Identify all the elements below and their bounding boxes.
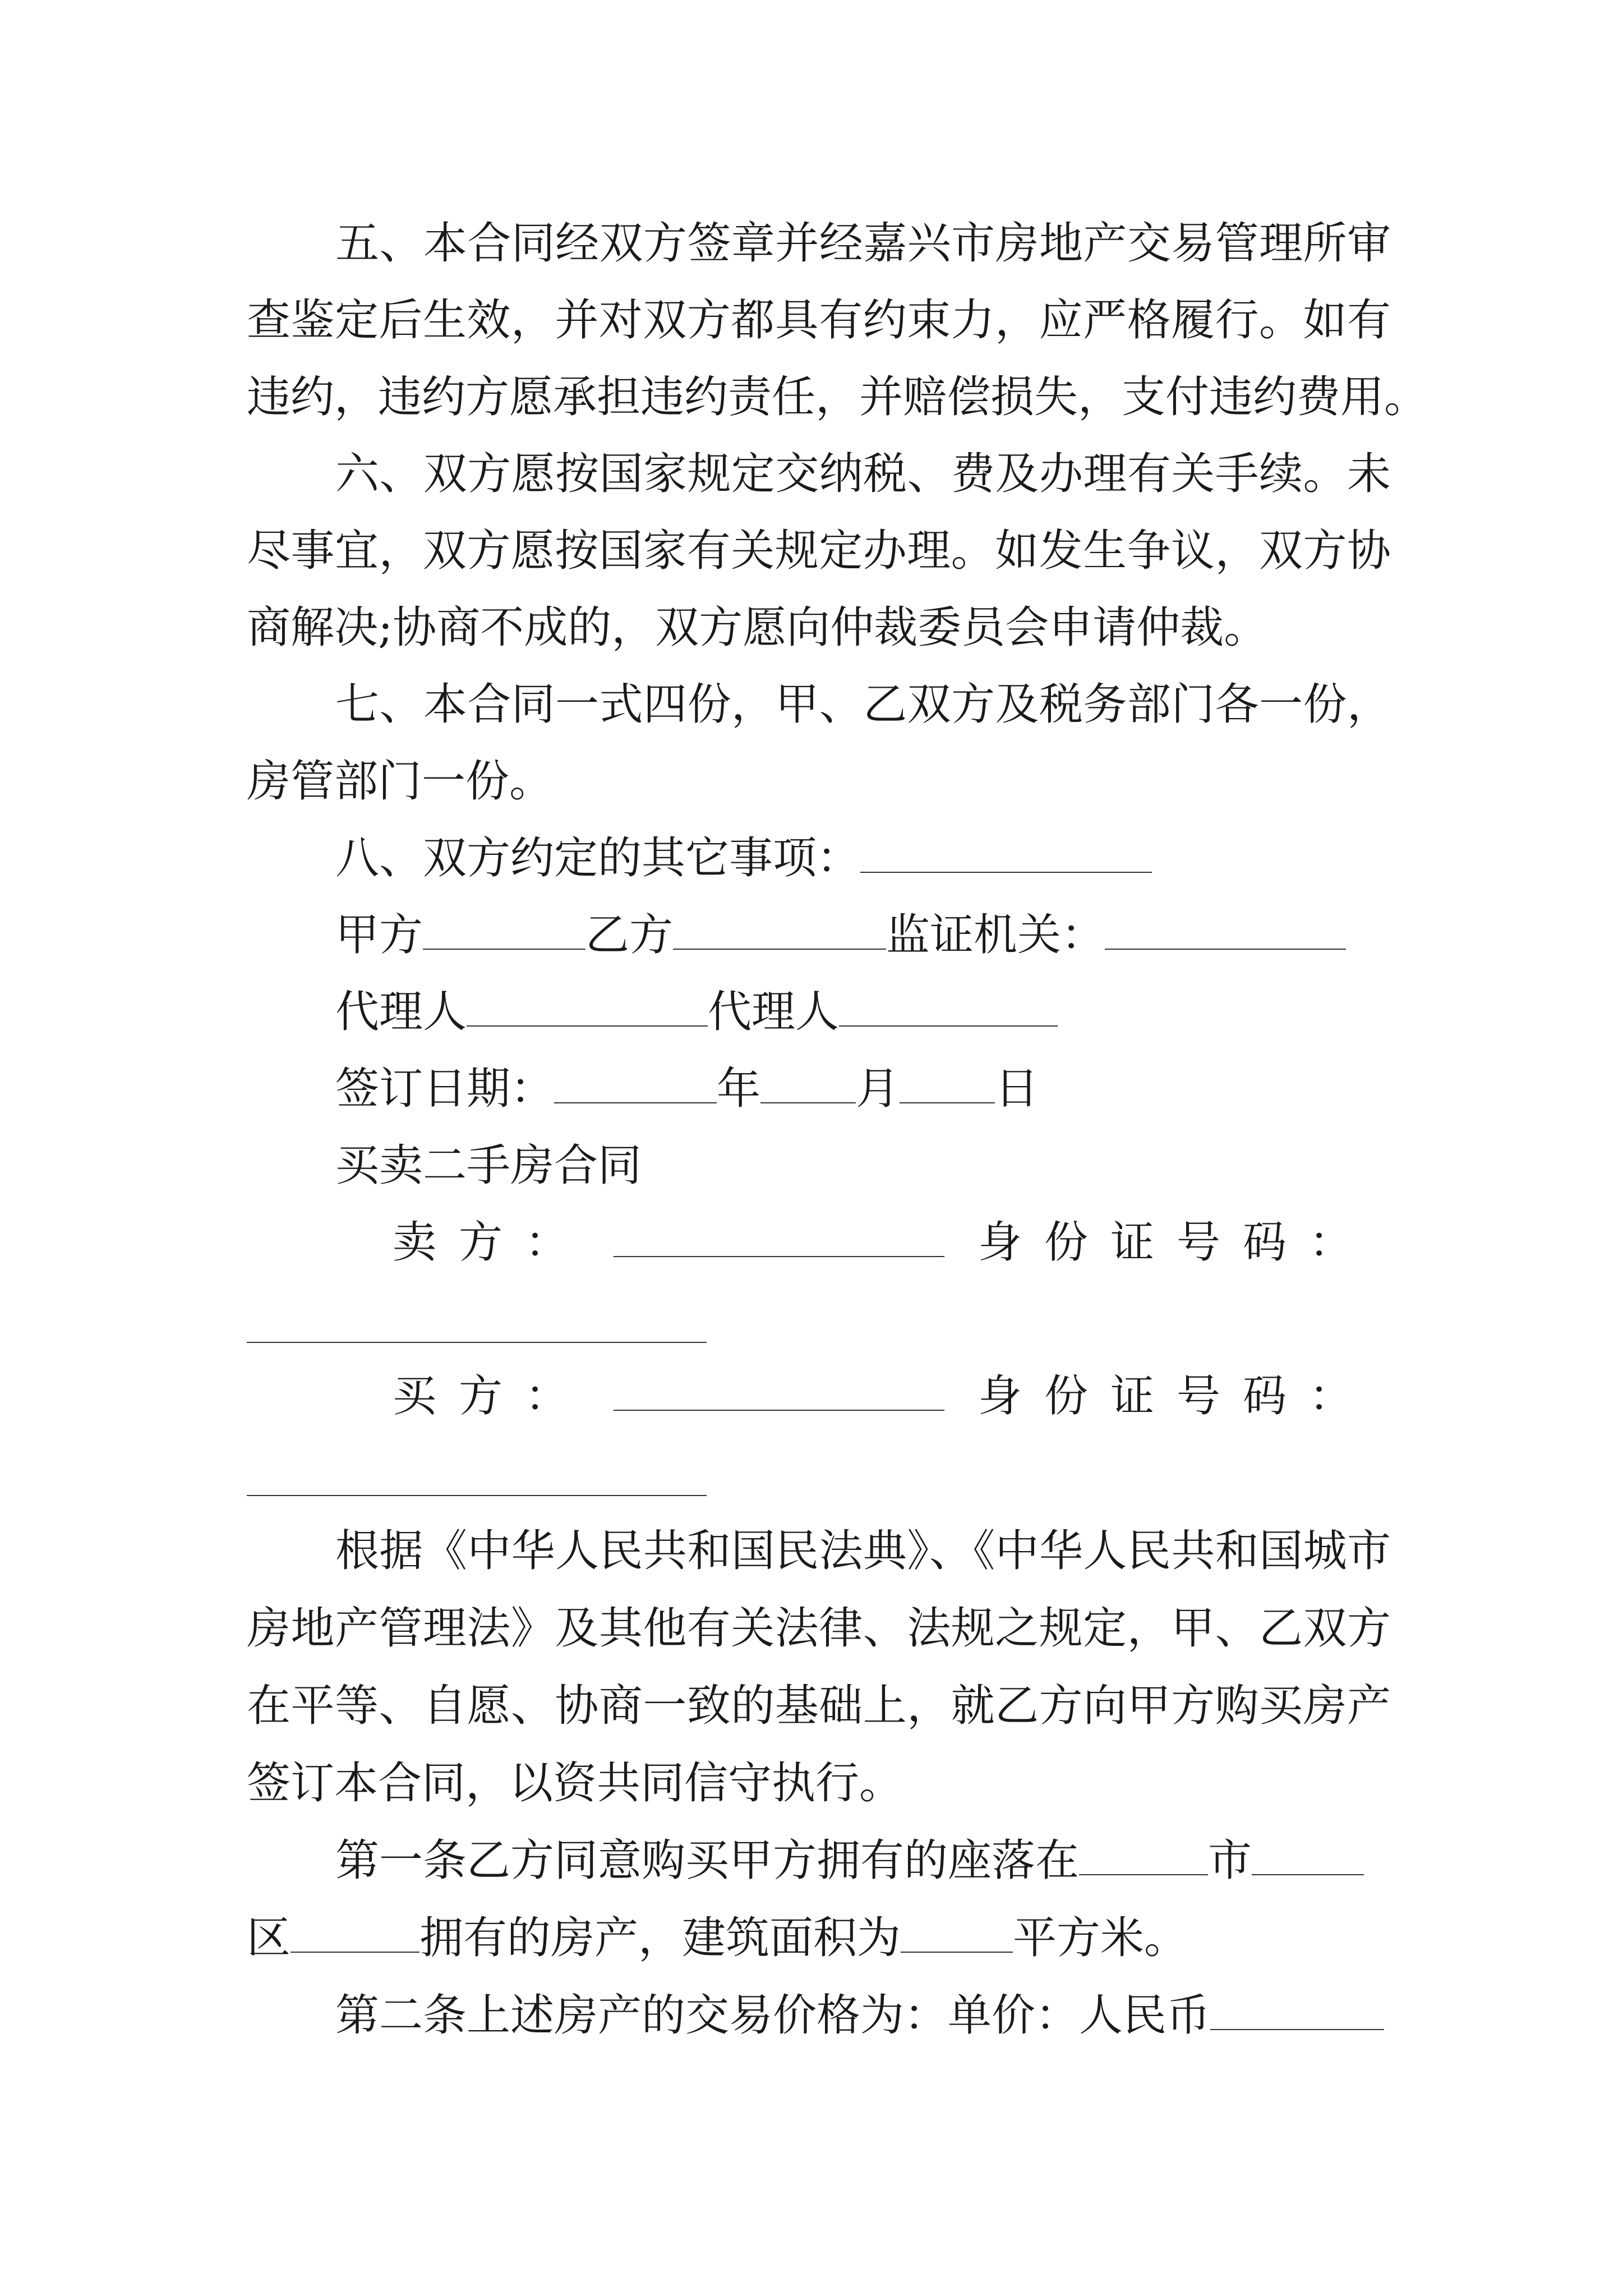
party-a-label: 甲方	[335, 910, 423, 960]
year-label: 年	[717, 1064, 761, 1114]
unit-price-blank[interactable]	[1210, 1992, 1384, 2030]
day-blank[interactable]	[900, 1065, 995, 1103]
seller-id-label: 身份证号码：	[978, 1217, 1376, 1268]
sec5-line-1: 五、本合同经双方签章并经嘉兴市房地产交易管理所审	[335, 218, 1391, 269]
year-blank[interactable]	[554, 1065, 717, 1103]
area-blank[interactable]	[901, 1915, 1013, 1953]
seller-name-blank[interactable]	[614, 1219, 944, 1257]
article-1-text: 第一条乙方同意购买甲方拥有的座落在	[335, 1835, 1080, 1886]
article-1-line-1	[335, 1833, 1391, 1889]
agent-a-blank[interactable]	[467, 988, 708, 1027]
sec6-line-1: 六、双方愿按国家规定交纳税、费及办理有关手续。未	[335, 449, 1391, 499]
sec8-line	[335, 830, 1391, 886]
notary-blank[interactable]	[1105, 912, 1346, 950]
district-label: 区	[247, 1913, 291, 1963]
city-blank[interactable]	[1079, 1837, 1208, 1875]
article-2-line	[335, 1987, 1391, 2044]
buyer-id-label: 身份证号码：	[978, 1371, 1376, 1421]
district-blank[interactable]	[291, 1915, 419, 1953]
preamble-line-2: 房地产管理法》及其他有关法律、法规之规定，甲、乙双方	[247, 1603, 1391, 1654]
date-label: 签订日期：	[335, 1064, 555, 1114]
buyer-line	[393, 1368, 1391, 1424]
contract-title: 买卖二手房合同	[335, 1140, 642, 1191]
sec7-line-2: 房管部门一份。	[247, 756, 554, 807]
party-b-label: 乙方	[585, 910, 674, 960]
preamble-line-3: 在平等、自愿、协商一致的基础上，就乙方向甲方购买房产	[247, 1681, 1391, 1731]
sec7-line-1: 七、本合同一式四份，甲、乙双方及税务部门各一份，	[335, 679, 1391, 730]
article-1-line-2	[247, 1910, 1391, 1966]
seller-label: 卖方：	[393, 1217, 592, 1268]
buyer-label: 买方：	[393, 1371, 592, 1421]
party-a-blank[interactable]	[423, 912, 585, 950]
agent-b-blank[interactable]	[839, 988, 1058, 1027]
notary-label: 监证机关：	[886, 910, 1105, 960]
month-label: 月	[856, 1064, 900, 1114]
sec5-line-3: 违约，违约方愿承担违约责任，并赔偿损失，支付违约费用。	[247, 372, 1428, 422]
buyer-id-blank[interactable]	[247, 1495, 707, 1496]
seller-line	[393, 1214, 1391, 1271]
sec5-line-2: 查鉴定后生效，并对双方都具有约束力，应严格履行。如有	[247, 295, 1391, 346]
agent-b-label: 代理人	[708, 987, 840, 1037]
preamble-line-1: 根据《中华人民共和国民法典》、《中华人民共和国城市	[335, 1526, 1391, 1576]
other-matters-blank[interactable]	[860, 835, 1152, 873]
agent-line	[335, 984, 1391, 1040]
sec6-line-2: 尽事宜，双方愿按国家有关规定办理。如发生争议，双方协	[247, 526, 1391, 576]
district-prefix-blank[interactable]	[1252, 1837, 1364, 1875]
month-blank[interactable]	[760, 1065, 856, 1103]
sec6-line-3: 商解决;协商不成的，双方愿向仲裁委员会申请仲裁。	[247, 602, 1268, 653]
area-unit: 平方米。	[1013, 1913, 1188, 1963]
city-label: 市	[1208, 1835, 1252, 1886]
date-line	[335, 1061, 1391, 1117]
seller-id-blank[interactable]	[247, 1342, 707, 1343]
other-matters-label: 八、双方约定的其它事项：	[335, 833, 861, 884]
signature-line	[335, 907, 1391, 963]
buyer-name-blank[interactable]	[614, 1373, 944, 1411]
day-label: 日	[995, 1064, 1039, 1114]
preamble-line-4: 签订本合同，以资共同信守执行。	[247, 1758, 903, 1809]
party-b-blank[interactable]	[673, 912, 886, 950]
article-1-property: 拥有的房产，建筑面积为	[419, 1913, 901, 1963]
agent-a-label: 代理人	[335, 987, 467, 1037]
article-2-text: 第二条上述房产的交易价格为：单价：人民币	[335, 1990, 1211, 2041]
